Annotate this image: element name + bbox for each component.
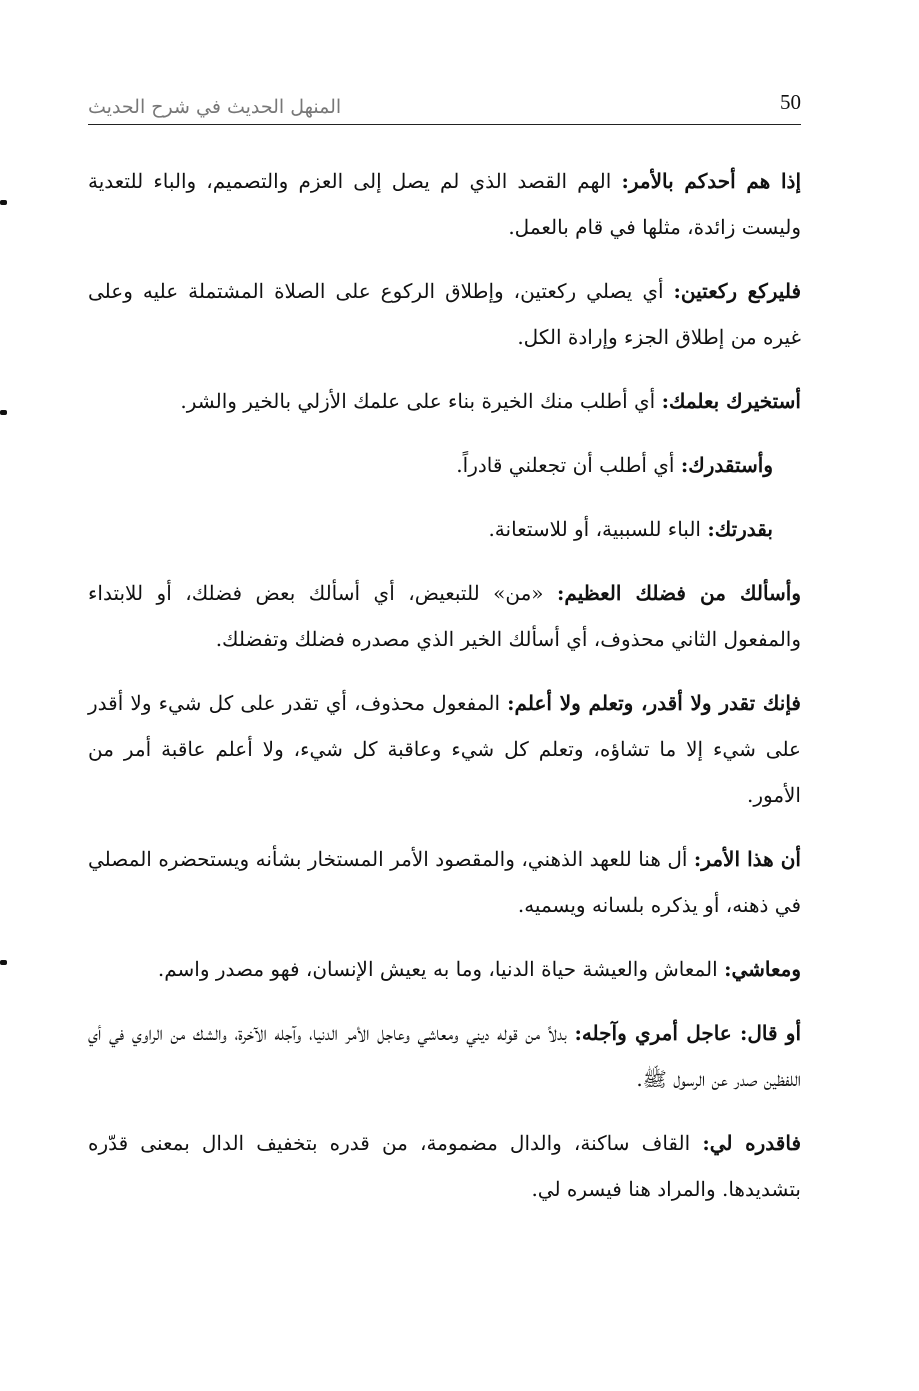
entry-paragraph <box>88 570 801 662</box>
page-body <box>88 158 801 1230</box>
entry-text: أي أطلب أن تجعلني قادراً. <box>456 453 675 477</box>
entry-term: أن هذا الأمر: <box>693 847 801 871</box>
entry-text: أل هنا للعهد الذهني، والمقصود الأمر المستخار بشأنه ويستحضره المصلي في ذهنه، أو يذكره بلسانه ويسميه. <box>88 847 801 917</box>
entry-paragraph <box>88 268 801 360</box>
entry-paragraph <box>88 680 801 818</box>
entry-term: أستخيرك بعلمك: <box>661 389 801 413</box>
page-header <box>88 88 801 125</box>
entry-text: أي يصلي ركعتين، وإطلاق الركوع على الصلاة المشتملة عليه وعلى غيره من إطلاق الجزء وإرادة الكل. <box>88 279 801 349</box>
entry-term: إذا هم أحدكم بالأمر: <box>621 169 802 193</box>
entry-text: «من» للتبعيض، أي أسألك بعض فضلك، أو للابتداء والمفعول الثاني محذوف، أي أسألك الخير الذي مصدره فضلك وتفضلك. <box>88 581 801 651</box>
running-title: المنهل الحديث في شرح الحديث <box>88 96 342 118</box>
page-number: 50 <box>780 90 801 114</box>
margin-mark <box>0 960 7 965</box>
entry-text: المعاش والعيشة حياة الدنيا، وما به يعيش الإنسان، فهو مصدر واسم. <box>157 957 718 981</box>
entry-term: فليركع ركعتين: <box>673 279 802 303</box>
entry-term: وأسألك من فضلك العظيم: <box>557 581 802 605</box>
entry-term: ومعاشي: <box>724 957 801 981</box>
entry-text: القاف ساكنة، والدال مضمومة، من قدره بتخفيف الدال بمعنى قدّره بتشديدها. والمراد هنا فيسره لي. <box>88 1131 801 1201</box>
entry-term: فإنك تقدر ولا أقدر، وتعلم ولا أعلم: <box>507 691 801 715</box>
entry-paragraph <box>88 1010 801 1102</box>
entry-paragraph <box>88 378 801 424</box>
entry-term: بقدرتك: <box>707 517 773 541</box>
margin-mark <box>0 410 7 415</box>
entry-paragraph <box>88 442 801 488</box>
entry-paragraph <box>88 836 801 928</box>
entry-paragraph <box>88 1120 801 1212</box>
entry-text: أي أطلب منك الخيرة بناء على علمك الأزلي بالخير والشر. <box>180 389 656 413</box>
entry-term: فاقدره لي: <box>702 1131 802 1155</box>
entry-paragraph <box>88 158 801 250</box>
entry-paragraph <box>88 946 801 992</box>
entry-term: وأستقدرك: <box>680 453 773 477</box>
entry-paragraph <box>88 506 801 552</box>
margin-mark <box>0 200 7 205</box>
entry-text: المفعول محذوف، أي تقدر على كل شيء ولا أقدر على شيء إلا ما تشاؤه، وتعلم كل شيء وعاقبة كل شيء، ولا أعلم عاقبة أمر من الأمور. <box>88 691 801 807</box>
entry-text: الهم القصد الذي لم يصل إلى العزم والتصميم، والباء للتعدية وليست زائدة، مثلها في قام بالعمل. <box>88 169 801 239</box>
entry-text: الباء للسببية، أو للاستعانة. <box>488 517 701 541</box>
entry-term: أو قال: عاجل أمري وآجله: <box>574 1021 802 1045</box>
entry-text: بدلاً من قوله ديني ومعاشي وعاجل الأمر الدنيا، وآجله الآخرة، والشك من الراوي في أي اللفظين صدر عن الرسول ﷺ. <box>88 1021 801 1091</box>
